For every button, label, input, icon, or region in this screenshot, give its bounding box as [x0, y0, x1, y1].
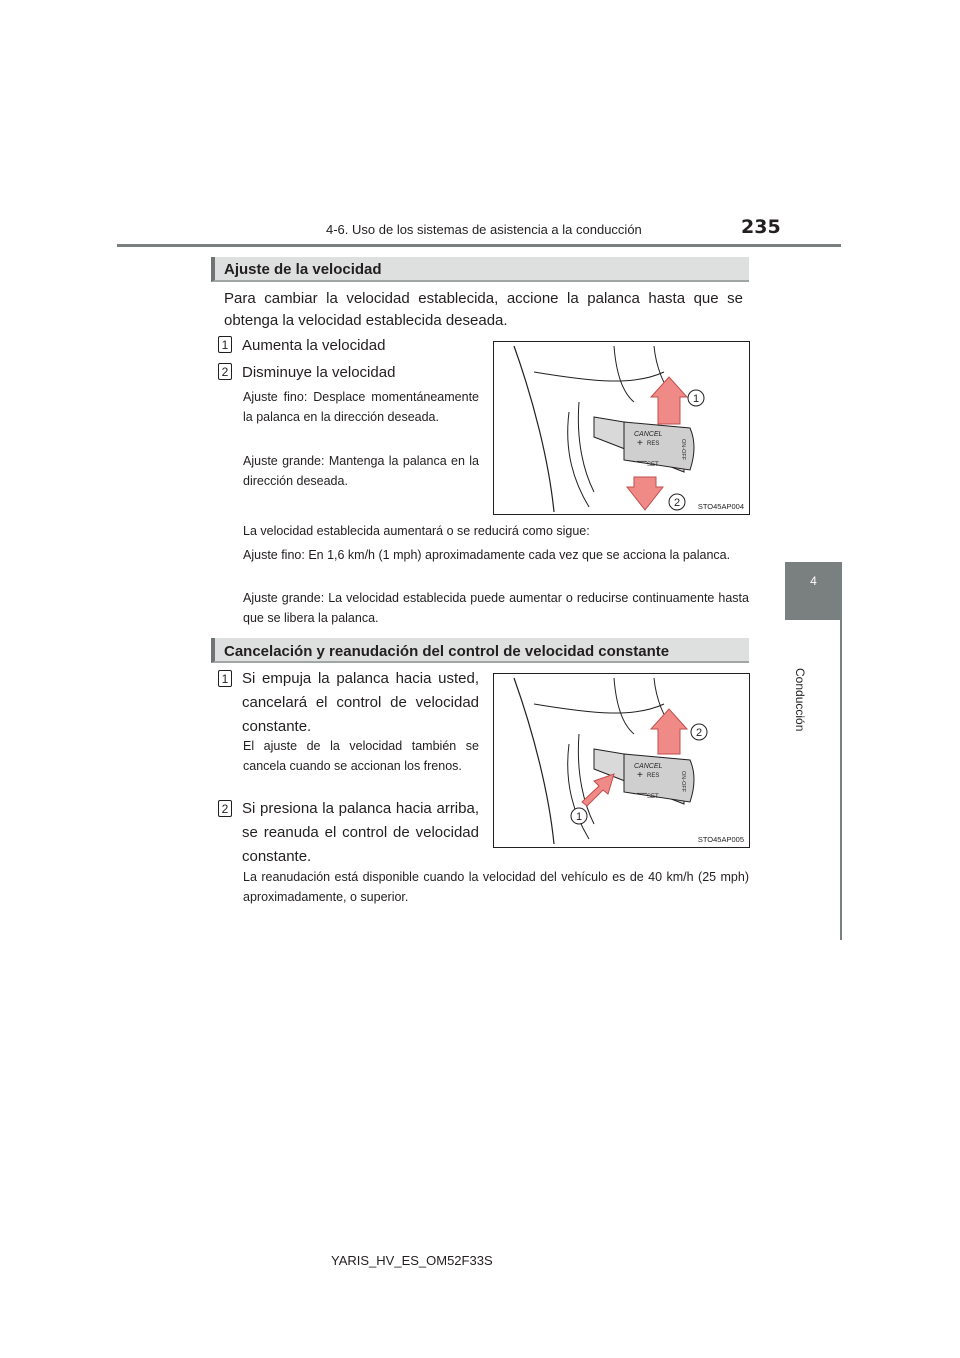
- footer-doc-code: YARIS_HV_ES_OM52F33S: [331, 1253, 493, 1268]
- note-coarse-adjust: Ajuste grande: Mantenga la palanca en la dirección deseada.: [243, 454, 479, 488]
- figure-code: STO45AP004: [697, 502, 744, 511]
- section1-intro: Para cambiar la velocidad establecida, accione la palanca hasta que se obtenga la velocidad establecida deseada.: [224, 290, 743, 329]
- lever-minus-label: —: [637, 456, 647, 467]
- item-label-resume: Si presiona la palanca hacia arriba, se reanuda el control de velocidad constante.: [242, 800, 479, 865]
- lever-minus-label: —: [637, 788, 647, 799]
- figure-lever-adjust: [493, 341, 750, 515]
- lever-cancel-label: CANCEL: [634, 763, 663, 770]
- lever-onoff-label: ON-OFF: [680, 771, 686, 793]
- callout-number: 1: [575, 811, 583, 823]
- note-fine-adjust: Ajuste fino: Desplace momentáneamente la palanca en la dirección deseada.: [243, 390, 479, 424]
- lever-res-label: RES: [647, 773, 660, 779]
- lever-set-label: SET: [647, 462, 659, 468]
- lever-res-label: RES: [647, 441, 660, 447]
- item-number-badge: 2: [218, 800, 232, 817]
- lever-cancel-label: CANCEL: [634, 431, 663, 438]
- note-speed-change: La velocidad establecida aumentará o se reducirá como sigue:: [243, 524, 590, 538]
- page-number: 235: [741, 216, 781, 238]
- note-brake-cancel: El ajuste de la velocidad también se cancela cuando se accionan los frenos.: [243, 739, 479, 773]
- header-section-title: 4-6. Uso de los sistemas de asistencia a la conducción: [326, 222, 642, 237]
- section-title-speed-adjust: Ajuste de la velocidad: [224, 261, 382, 278]
- item-number-badge: 1: [218, 336, 232, 353]
- lever-set-label: SET: [647, 794, 659, 800]
- note-coarse-detail: Ajuste grande: La velocidad establecida puede aumentar o reducirse continuamente hasta que se libera la palanca.: [243, 591, 749, 625]
- chapter-label: Conducción: [793, 668, 807, 732]
- chapter-number: 4: [810, 574, 817, 588]
- arrow-up-icon: [651, 377, 687, 424]
- callout-number: 2: [695, 727, 703, 739]
- chapter-tab-line: [840, 620, 842, 940]
- arrow-down-icon: [627, 477, 663, 510]
- lever-onoff-label: ON-OFF: [680, 439, 686, 461]
- item-label-increase: Aumenta la velocidad: [242, 337, 386, 354]
- item-label-decrease: Disminuye la velocidad: [242, 364, 396, 381]
- note-fine-detail: Ajuste fino: En 1,6 km/h (1 mph) aproximadamente cada vez que se acciona la palanca.: [243, 548, 731, 562]
- item-label-cancel: Si empuja la palanca hacia usted, cancelará el control de velocidad constante.: [242, 670, 479, 735]
- note-resume-availability: La reanudación está disponible cuando la velocidad del vehículo es de 40 km/h (25 mph) aproximadamente, o superior.: [243, 870, 749, 904]
- lever-plus-label: +: [637, 770, 643, 781]
- item-number-badge: 1: [218, 670, 232, 687]
- arrow-toward-driver-icon: [582, 774, 614, 806]
- figure-code: STO45AP005: [697, 835, 744, 844]
- figure-lever-cancel-resume: [493, 673, 750, 848]
- item-number-badge: 2: [218, 363, 232, 380]
- lever-plus-label: +: [637, 438, 643, 449]
- callout-number: 2: [673, 497, 681, 509]
- header-rule: [117, 244, 841, 247]
- arrow-up-icon: [651, 709, 687, 754]
- chapter-tab: [785, 562, 842, 620]
- section-title-cancel-resume: Cancelación y reanudación del control de velocidad constante: [224, 643, 670, 660]
- callout-number: 1: [692, 393, 700, 405]
